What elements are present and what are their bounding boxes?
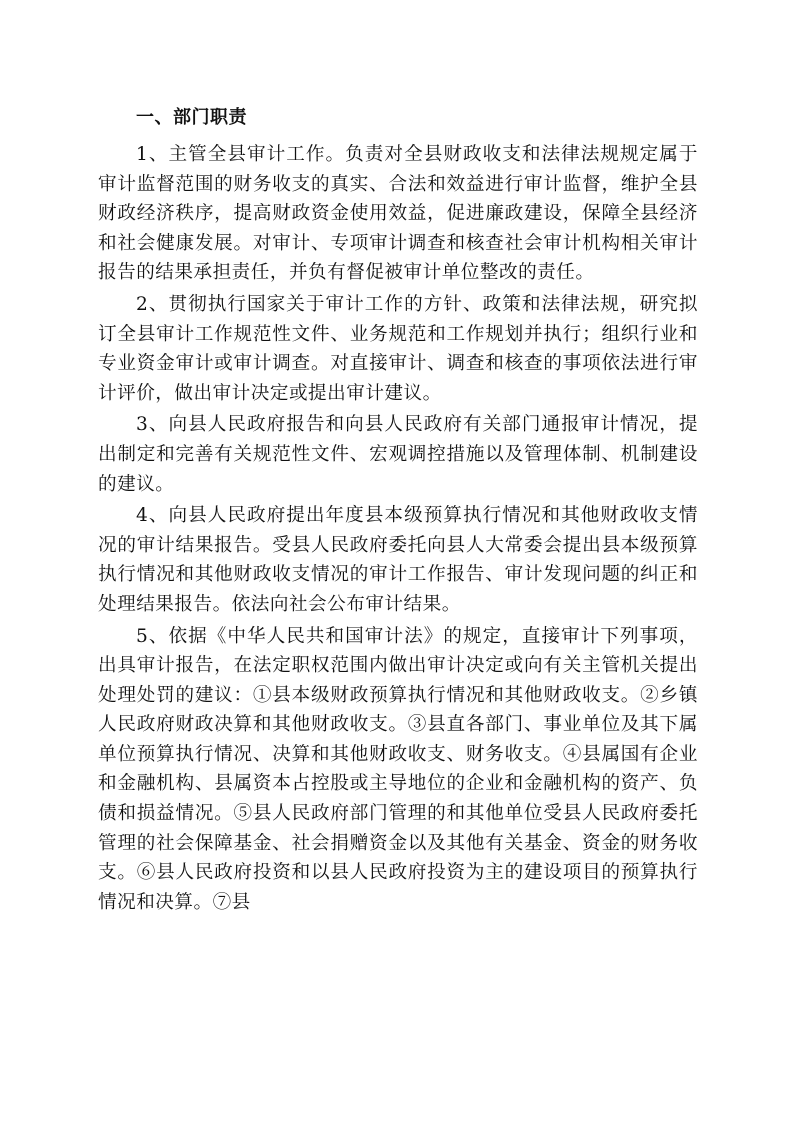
paragraph-3: 3、向县人民政府报告和向县人民政府有关部门通报审计情况，提出制定和完善有关规范性文件、宏观调控措施以及管理体制、机制建设的建议。 xyxy=(98,414,698,495)
paragraph-1: 1、主管全县审计工作。负责对全县财政收支和法律法规规定属于审计监督范围的财务收支的真实、合法和效益进行审计监督，维护全县财政经济秩序，提高财政资金使用效益，促进廉政建设，保障全县经济和社会健康发展。对审计、专项审计调查和核查社会审计机构相关审计报告的结果承担责任，并负有督促被审计单位整改的责任。 xyxy=(98,144,698,284)
paragraph-5: 5、依据《中华人民共和国审计法》的规定，直接审计下列事项，出具审计报告，在法定职权范围内做出审计决定或向有关主管机关提出处理处罚的建议：①县本级财政预算执行情况和其他财政收支。②乡镇人民政府财政决算和其他财政收支。③县直各部门、事业单位及其下属单位预算执行情况、决算和其他财政收支、财务收支。④县属国有企业和金融机构、县属资本占控股或主导地位的企业和金融机构的资产、负债和损益情况。⑤县人民政府部门管理的和其他单位受县人民政府委托管理的社会保障基金、社会捐赠资金以及其他有关基金、资金的财务收支。⑥县人民政府投资和以县人民政府投资为主的建设项目的预算执行情况和决算。⑦县 xyxy=(98,625,698,913)
document-body xyxy=(98,104,698,919)
paragraph-2: 2、贯彻执行国家关于审计工作的方针、政策和法律法规，研究拟订全县审计工作规范性文件、业务规范和工作规划并执行；组织行业和专业资金审计或审计调查。对直接审计、调查和核查的事项依法进行审计评价，做出审计决定或提出审计建议。 xyxy=(98,293,698,404)
section-heading: 一、部门职责 xyxy=(136,107,247,128)
paragraph-4: 4、向县人民政府提出年度县本级预算执行情况和其他财政收支情况的审计结果报告。受县人民政府委托向县人大常委会提出县本级预算执行情况和其他财政收支情况的审计工作报告、审计发现问题的纠正和处理结果报告。依法向社会公布审计结果。 xyxy=(98,505,698,615)
